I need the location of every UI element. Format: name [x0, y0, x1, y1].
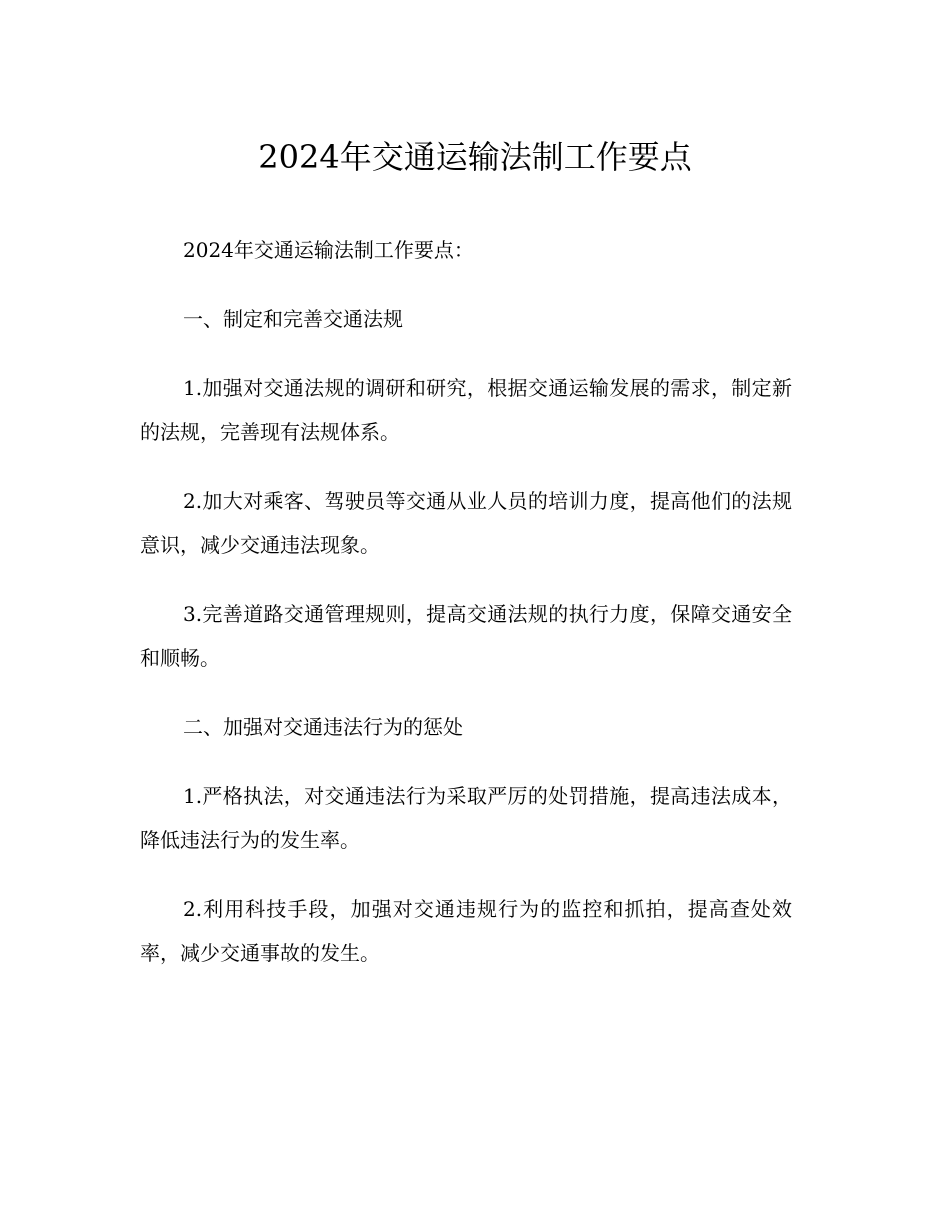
paragraph-1-3: 3.完善道路交通管理规则，提高交通法规的执行力度，保障交通安全和顺畅。: [140, 602, 792, 670]
paragraph-intro: 2024年交通运输法制工作要点：: [183, 238, 474, 262]
paragraph-2-1: 1.严格执法，对交通违法行为采取严厉的处罚措施，提高违法成本，降低违法行为的发生率。: [140, 784, 792, 852]
paragraph-2-2: 2.利用科技手段，加强对交通违规行为的监控和抓拍，提高查处效率，减少交通事故的发生。: [140, 897, 792, 965]
section-heading-2: 二、加强对交通违法行为的惩处: [183, 715, 463, 739]
paragraph-1-2: 2.加大对乘客、驾驶员等交通从业人员的培训力度，提高他们的法规意识，减少交通违法现象。: [140, 489, 792, 557]
paragraph-1-1: 1.加强对交通法规的调研和研究，根据交通运输发展的需求，制定新的法规，完善现有法规体系。: [140, 376, 792, 444]
document-title: 2024年交通运输法制工作要点: [258, 138, 692, 176]
document-body: [140, 228, 792, 1000]
section-heading-1: 一、制定和完善交通法规: [183, 307, 403, 331]
